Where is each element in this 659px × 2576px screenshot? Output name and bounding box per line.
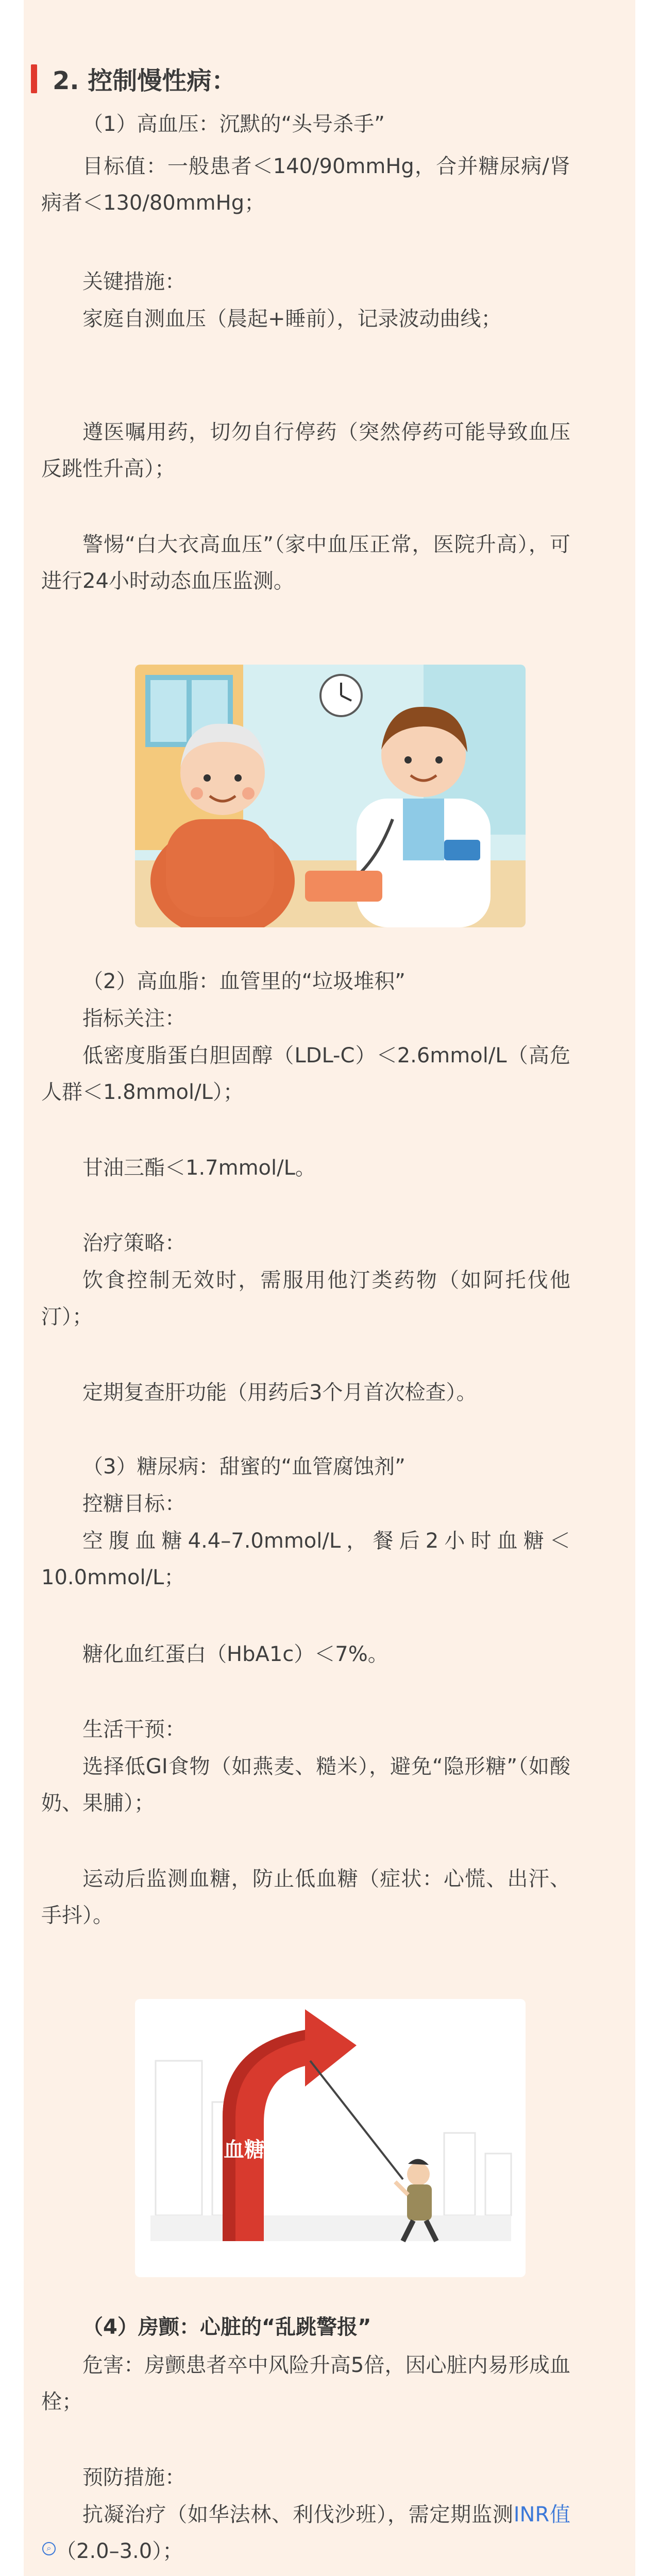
hypertension-measure-2: 遵医嘱用药，切勿自行停药（突然停药可能导致血压反跳性升高）； [41,420,570,481]
diabetes-target-title: 控糖目标： [82,1492,185,1516]
afib-heading: （4）房颤：心脏的“乱跳警报” [82,2315,371,2339]
afib-harm: 危害：房颤患者卒中风险升高5倍，因心脏内易形成血栓； [41,2353,570,2414]
arrow-label: 血糖 [224,2138,265,2162]
blood-sugar-arrow-icon [135,1999,526,2277]
hyperlipidemia-indicator-title: 指标关注： [82,1007,185,1030]
search-icon[interactable]: ⌕ [42,2542,56,2555]
afib-prevention-title: 预防措施： [82,2466,185,2489]
hyperlipidemia-heading: （2）高血脂：血管里的“垃圾堆积” [82,970,405,993]
hyperlipidemia-tg: 甘油三酯＜1.7mmol/L。 [82,1156,316,1180]
hypertension-measures-title: 关键措施： [82,270,185,294]
section-heading [31,61,236,96]
hyperlipidemia-ldl: 低密度脂蛋白胆固醇（LDL-C）＜2.6mmol/L（高危人群＜1.8mmol/L）； [41,1044,570,1104]
doctor-bp-icon [135,665,526,927]
afib-prevention-1-text: 抗凝治疗（如华法林、利伐沙班），需定期监测 [82,2503,514,2527]
diabetes-hba1c: 糖化血红蛋白（HbA1c）＜7%。 [82,1642,388,1666]
doctor-patient-illustration [135,665,526,927]
diabetes-glucose: 空腹血糖4.4–7.0mmol/L，餐后2小时血糖＜10.0mmol/L； [41,1529,570,1589]
blood-sugar-illustration [135,1999,526,2277]
diabetes-life-title: 生活干预： [82,1718,185,1741]
diabetes-life-2: 运动后监测血糖，防止低血糖（症状：心慌、出汗、手抖）。 [41,1867,570,1927]
hypertension-measure-1: 家庭自测血压（晨起+睡前），记录波动曲线； [82,307,502,331]
hyperlipidemia-strategy-title: 治疗策略： [82,1231,185,1255]
hypertension-target: 目标值：一般患者＜140/90mmHg，合并糖尿病/肾病者＜130/80mmHg； [41,155,570,215]
hypertension-measure-3: 警惕“白大衣高血压”（家中血压正常，医院升高），可进行24小时动态血压监测。 [41,533,570,593]
hyperlipidemia-strategy-2: 定期复查肝功能（用药后3个月首次检查）。 [82,1381,477,1404]
afib-prevention-1 [41,2497,570,2570]
afib-prevention-1-range: （2.0–3.0）； [56,2539,183,2563]
inr-link[interactable]: INR值 [513,2503,571,2527]
section-accent-bar [31,64,37,93]
diabetes-heading: （3）糖尿病：甜蜜的“血管腐蚀剂” [82,1455,405,1479]
hyperlipidemia-strategy-1: 饮食控制无效时，需服用他汀类药物（如阿托伐他汀）； [41,1268,570,1329]
hypertension-heading: （1）高血压：沉默的“头号杀手” [82,112,385,136]
section-title: 2. 控制慢性病： [53,66,236,95]
diabetes-life-1: 选择低GI食物（如燕麦、糙米），避免“隐形糖”（如酸奶、果脯）； [41,1755,570,1815]
